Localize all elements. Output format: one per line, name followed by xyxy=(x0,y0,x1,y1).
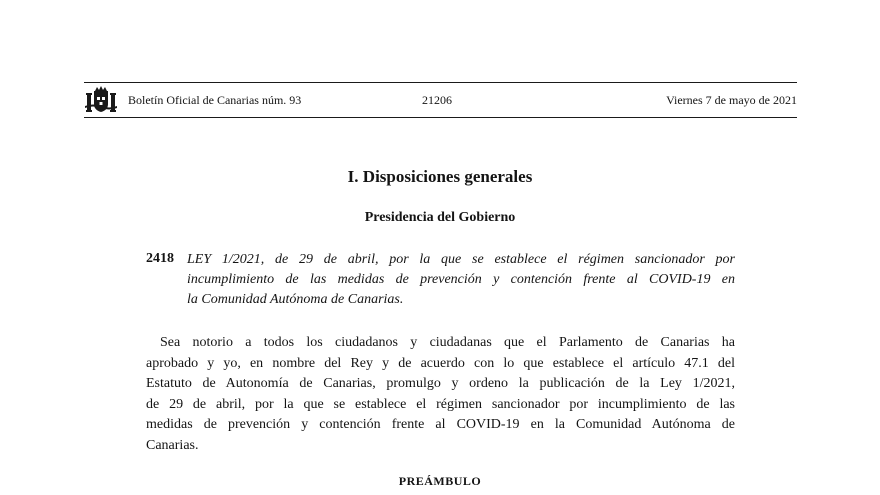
law-title-line: la Comunidad Autónoma de Canarias. xyxy=(187,292,404,307)
bulletin-header xyxy=(84,82,797,118)
publication-date: Viernes 7 de mayo de 2021 xyxy=(666,93,797,107)
law-title xyxy=(187,250,735,310)
body-line: medidas de prevención y contención frente al COVID-19 en la Comunidad Autónoma de xyxy=(146,417,735,433)
body-line: aprobado y yo, en nombre del Rey y de acuerdo con lo que establece el artículo 47.1 del xyxy=(146,355,735,371)
body-line: Estatuto de Autonomía de Canarias, promulgo y ordeno la publicación de la Ley 1/2021, xyxy=(146,376,735,392)
law-number: 2418 xyxy=(146,251,174,266)
body-line: de 29 de abril, por la que se establece el régimen sancionador por incumplimiento de las xyxy=(146,396,735,412)
section-subtitle: Presidencia del Gobierno xyxy=(364,210,516,225)
body-paragraph xyxy=(146,333,735,457)
preamble-heading: PREÁMBULO xyxy=(398,474,482,488)
body-line: Sea notorio a todos los ciudadanos y ciudadanas que el Parlamento de Canarias ha xyxy=(160,335,735,350)
page-number: 21206 xyxy=(422,93,452,107)
bulletin-name: Boletín Oficial de Canarias núm. 93 xyxy=(128,93,302,107)
body-line: Canarias. xyxy=(146,437,199,453)
law-title-line: LEY 1/2021, de 29 de abril, por la que se establece el régimen sancionador por xyxy=(187,252,735,267)
coat-of-arms-icon xyxy=(84,85,118,115)
section-title: I. Disposiciones generales xyxy=(347,167,533,186)
law-title-line: incumplimiento de las medidas de prevención y contención frente al COVID-19 en xyxy=(187,272,735,287)
